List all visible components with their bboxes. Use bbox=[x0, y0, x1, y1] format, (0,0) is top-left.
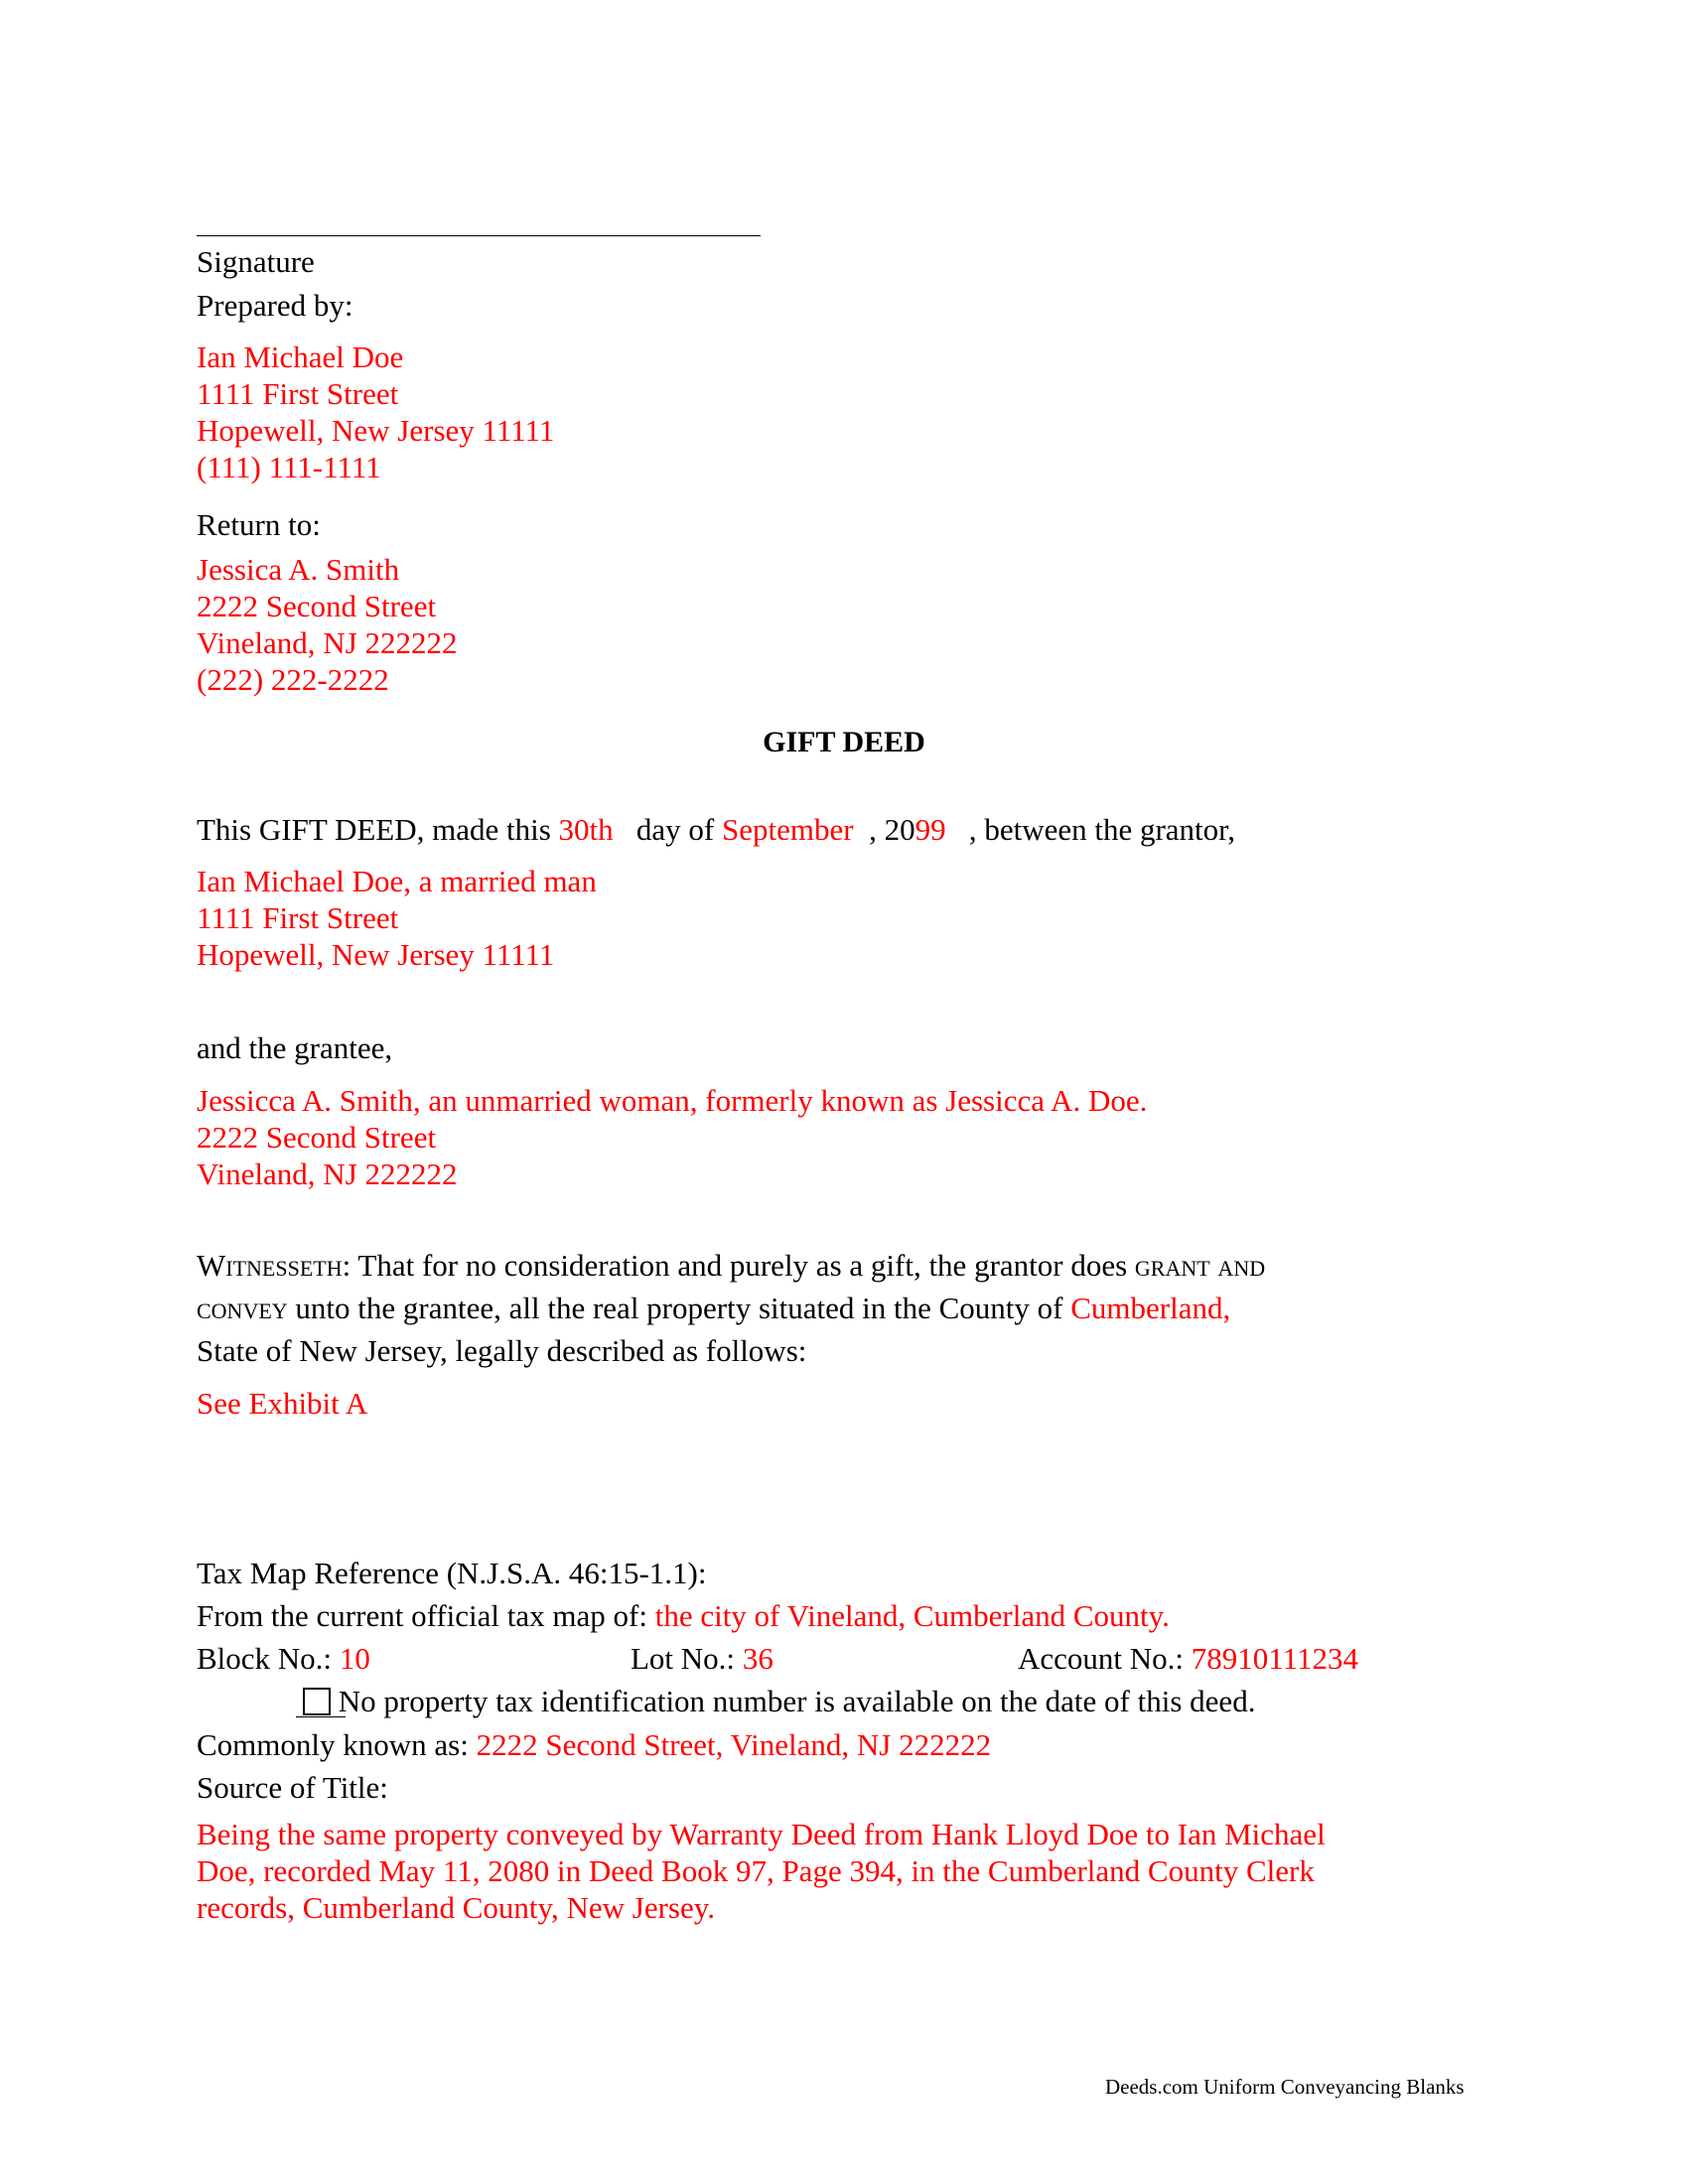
footer-text: Deeds.com Uniform Conveyancing Blanks bbox=[1105, 2075, 1465, 2099]
witnesseth-grant: grant and bbox=[1134, 1248, 1266, 1283]
grantor-name: Ian Michael Doe, a married man bbox=[197, 864, 597, 898]
no-tax-id-checkbox[interactable] bbox=[303, 1688, 331, 1715]
source-of-title-label: Source of Title: bbox=[197, 1770, 388, 1805]
lot-value: 36 bbox=[742, 1641, 774, 1676]
intro-day: 30th bbox=[558, 812, 614, 847]
lot-no bbox=[631, 1640, 774, 1677]
tax-map-reference: Tax Map Reference (N.J.S.A. 46:15-1.1): bbox=[197, 1556, 707, 1590]
account-value: 78910111234 bbox=[1191, 1641, 1358, 1676]
source-of-title-line-2: Doe, recorded May 11, 2080 in Deed Book 97, Page 394, in the Cumberland County Clerk bbox=[197, 1853, 1315, 1888]
block-label: Block No.: bbox=[197, 1641, 340, 1676]
source-of-title-line-3: records, Cumberland County, New Jersey. bbox=[197, 1890, 715, 1925]
witnesseth-line-3: State of New Jersey, legally described as follows: bbox=[197, 1333, 807, 1368]
preparer-name: Ian Michael Doe bbox=[197, 340, 404, 374]
tax-map-from bbox=[197, 1597, 1170, 1634]
witnesseth-convey: convey bbox=[197, 1291, 288, 1325]
intro-year-suffix: 99 bbox=[914, 812, 946, 847]
commonly-known-label: Commonly known as: bbox=[197, 1727, 477, 1762]
witnesseth-text-1: : That for no consideration and purely as a gift, the grantor does bbox=[342, 1248, 1135, 1283]
preparer-street: 1111 First Street bbox=[197, 376, 399, 411]
witnesseth-line-2 bbox=[197, 1290, 1230, 1326]
return-city: Vineland, NJ 222222 bbox=[197, 625, 458, 660]
tax-map-from-label: From the current official tax map of: bbox=[197, 1598, 655, 1633]
intro-between: , between the grantor, bbox=[968, 812, 1236, 847]
return-phone: (222) 222-2222 bbox=[197, 662, 389, 697]
no-tax-id-text: No property tax identification number is available on the date of this deed. bbox=[338, 1684, 1256, 1718]
intro-line bbox=[197, 811, 1235, 848]
preparer-phone: (111) 111-1111 bbox=[197, 450, 381, 484]
intro-day-of: day of bbox=[635, 812, 722, 847]
witnesseth-lead: Witnesseth bbox=[197, 1248, 343, 1283]
witnesseth-line-1 bbox=[197, 1247, 1265, 1284]
account-no bbox=[1018, 1640, 1358, 1677]
grantee-street: 2222 Second Street bbox=[197, 1120, 437, 1155]
intro-made-this: , made this bbox=[416, 812, 559, 847]
prepared-by-label: Prepared by: bbox=[197, 288, 353, 323]
return-name: Jessica A. Smith bbox=[197, 552, 400, 587]
no-tax-id-row bbox=[303, 1683, 1255, 1719]
grantee-city: Vineland, NJ 222222 bbox=[197, 1157, 458, 1191]
block-no bbox=[197, 1640, 370, 1677]
intro-year-prefix: , 20 bbox=[869, 812, 915, 847]
grantee-name: Jessicca A. Smith, an unmarried woman, formerly known as Jessicca A. Doe. bbox=[197, 1083, 1148, 1118]
lot-label: Lot No.: bbox=[631, 1641, 743, 1676]
grantor-street: 1111 First Street bbox=[197, 900, 399, 935]
preparer-city: Hopewell, New Jersey 11111 bbox=[197, 413, 555, 448]
source-of-title-line-1: Being the same property conveyed by Warranty Deed from Hank Lloyd Doe to Ian Michael bbox=[197, 1817, 1326, 1851]
grantee-label: and the grantee, bbox=[197, 1030, 393, 1065]
account-label: Account No.: bbox=[1018, 1641, 1192, 1676]
signature-line bbox=[197, 235, 761, 236]
witnesseth-county: Cumberland, bbox=[1070, 1291, 1231, 1325]
tax-map-from-value: the city of Vineland, Cumberland County. bbox=[654, 1598, 1170, 1633]
commonly-known bbox=[197, 1726, 991, 1763]
return-street: 2222 Second Street bbox=[197, 589, 437, 623]
intro-deed-type: GIFT DEED bbox=[258, 812, 417, 847]
commonly-known-value: 2222 Second Street, Vineland, NJ 222222 bbox=[476, 1727, 992, 1762]
exhibit-reference: See Exhibit A bbox=[197, 1386, 368, 1421]
block-value: 10 bbox=[339, 1641, 370, 1676]
return-to-label: Return to: bbox=[197, 507, 321, 542]
intro-month: September bbox=[722, 812, 854, 847]
intro-this: This bbox=[197, 812, 259, 847]
grantor-city: Hopewell, New Jersey 11111 bbox=[197, 937, 555, 972]
signature-label: Signature bbox=[197, 244, 315, 279]
witnesseth-text-2: unto the grantee, all the real property situated in the County of bbox=[287, 1291, 1071, 1325]
page-title: GIFT DEED bbox=[763, 726, 925, 758]
